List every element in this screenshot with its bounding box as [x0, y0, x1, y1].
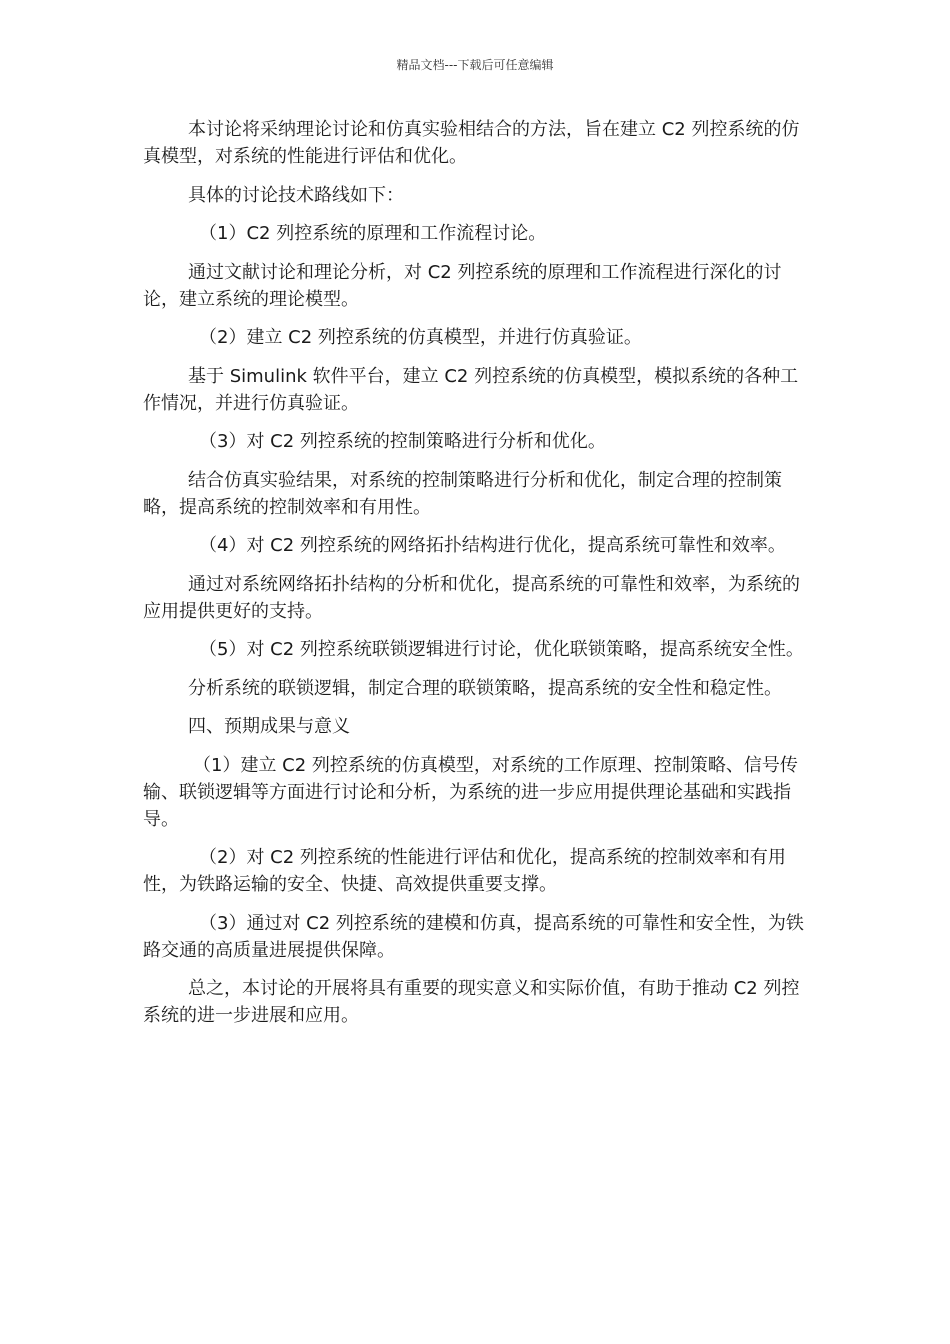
list-item-3: （3）对 C2 列控系统的控制策略进行分析和优化。 — [199, 431, 606, 452]
section-heading-outcomes: 四、预期成果与意义 — [188, 716, 350, 737]
outcome-item-3: （3）通过对 C2 列控系统的建模和仿真，提高系统的可靠性和安全性，为铁路交通的高质量进展提供保障。 — [143, 912, 804, 961]
paragraph-item-2-detail: 基于 Simulink 软件平台，建立 C2 列控系统的仿真模型，模拟系统的各种工作情况，并进行仿真验证。 — [143, 365, 799, 414]
paragraph-conclusion: 总之，本讨论的开展将具有重要的现实意义和实际价值，有助于推动 C2 列控系统的进一步进展和应用。 — [143, 978, 800, 1026]
list-item-2: （2）建立 C2 列控系统的仿真模型，并进行仿真验证。 — [199, 327, 642, 348]
page-header-watermark: 精品文档---下载后可任意编辑 — [396, 58, 554, 72]
paragraph-route-heading: 具体的讨论技术路线如下： — [188, 184, 404, 206]
paragraph-item-1-detail: 通过文献讨论和理论分析，对 C2 列控系统的原理和工作流程进行深化的讨论，建立系统的理论模型。 — [143, 261, 782, 310]
outcome-item-1: （1）建立 C2 列控系统的仿真模型，对系统的工作原理、控制策略、信号传输、联锁逻辑等方面进行讨论和分析，为系统的进一步应用提供理论基础和实践指导。 — [143, 754, 798, 830]
list-item-4: （4）对 C2 列控系统的网络拓扑结构进行优化，提高系统可靠性和效率。 — [199, 535, 786, 556]
paragraph-item-3-detail: 结合仿真实验结果，对系统的控制策略进行分析和优化，制定合理的控制策略，提高系统的控制效率和有用性。 — [143, 469, 782, 518]
list-item-1: （1）C2 列控系统的原理和工作流程讨论。 — [199, 223, 547, 244]
paragraph-intro: 本讨论将采纳理论讨论和仿真实验相结合的方法，旨在建立 C2 列控系统的仿真模型，对系统的性能进行评估和优化。 — [143, 119, 800, 167]
paragraph-item-5-detail: 分析系统的联锁逻辑，制定合理的联锁策略，提高系统的安全性和稳定性。 — [188, 677, 782, 699]
list-item-5: （5）对 C2 列控系统联锁逻辑进行讨论，优化联锁策略，提高系统安全性。 — [199, 639, 804, 660]
outcome-item-2: （2）对 C2 列控系统的性能进行评估和优化，提高系统的控制效率和有用性，为铁路运输的安全、快捷、高效提供重要支撑。 — [143, 847, 786, 895]
document-body — [143, 116, 810, 1041]
paragraph-item-4-detail: 通过对系统网络拓扑结构的分析和优化，提高系统的可靠性和效率，为系统的应用提供更好的支持。 — [143, 573, 800, 622]
